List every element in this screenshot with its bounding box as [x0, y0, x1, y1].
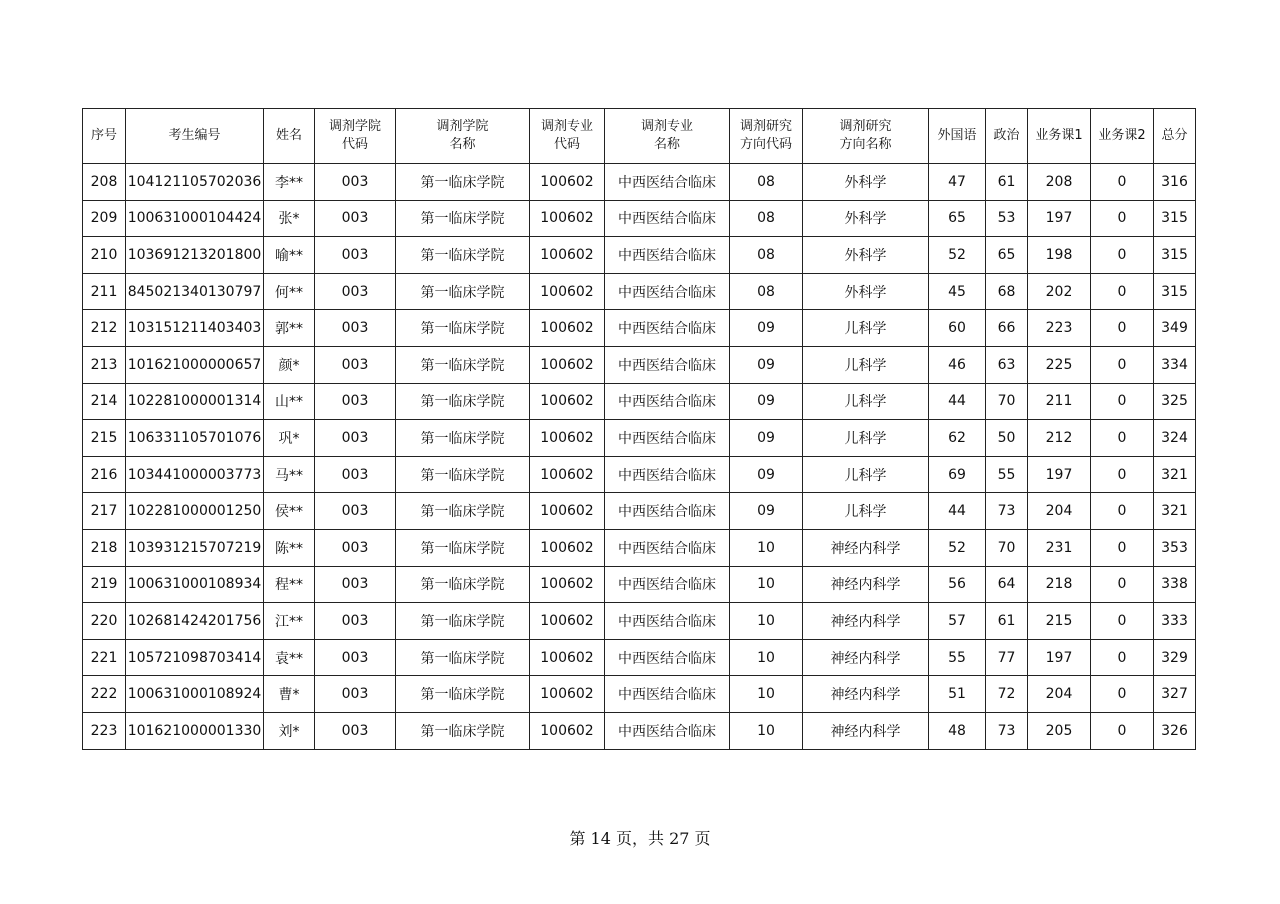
table-row	[83, 310, 1196, 347]
cell-seq: 220	[83, 603, 126, 640]
cell-seq: 211	[83, 273, 126, 310]
cell-course2: 0	[1091, 420, 1154, 457]
cell-major-name: 中西医结合临床	[605, 310, 730, 347]
cell-major-code: 100602	[530, 200, 605, 237]
header-col-politics	[986, 109, 1028, 164]
admissions-table	[82, 108, 1196, 750]
table-row	[83, 603, 1196, 640]
header-label: 方向名称	[839, 137, 892, 152]
table-row	[83, 676, 1196, 713]
cell-exam-id: 102281000001250	[126, 493, 264, 530]
cell-major-name: 中西医结合临床	[605, 237, 730, 274]
cell-direction-code: 10	[730, 639, 803, 676]
header-row	[83, 109, 1196, 164]
header-label: 方向代码	[739, 137, 792, 152]
cell-foreign-lang: 51	[929, 676, 986, 713]
cell-major-name: 中西医结合临床	[605, 529, 730, 566]
cell-politics: 61	[986, 164, 1028, 201]
cell-total: 315	[1154, 200, 1196, 237]
cell-course2: 0	[1091, 273, 1154, 310]
header-label: 政治	[993, 128, 1020, 143]
table-header	[83, 109, 1196, 164]
table-row	[83, 566, 1196, 603]
table-row	[83, 237, 1196, 274]
table-row	[83, 346, 1196, 383]
cell-direction-name: 神经内科学	[803, 639, 929, 676]
cell-direction-name: 儿科学	[803, 420, 929, 457]
table-row	[83, 420, 1196, 457]
header-col-course2	[1091, 109, 1154, 164]
cell-total: 315	[1154, 237, 1196, 274]
cell-major-name: 中西医结合临床	[605, 200, 730, 237]
cell-college-code: 003	[315, 493, 396, 530]
table-row	[83, 456, 1196, 493]
header-label: 姓名	[275, 128, 302, 143]
cell-politics: 61	[986, 603, 1028, 640]
table-row	[83, 273, 1196, 310]
cell-seq: 222	[83, 676, 126, 713]
cell-course2: 0	[1091, 566, 1154, 603]
cell-direction-code: 08	[730, 237, 803, 274]
cell-direction-code: 10	[730, 566, 803, 603]
header-label: 调剂研究	[739, 119, 792, 134]
header-label: 业务课1	[1035, 128, 1083, 143]
cell-direction-name: 神经内科学	[803, 603, 929, 640]
cell-direction-code: 09	[730, 493, 803, 530]
cell-college-name: 第一临床学院	[396, 456, 530, 493]
cell-total: 334	[1154, 346, 1196, 383]
header-label: 名称	[449, 137, 476, 152]
cell-seq: 223	[83, 712, 126, 749]
cell-college-code: 003	[315, 712, 396, 749]
cell-exam-id: 106331105701076	[126, 420, 264, 457]
cell-college-name: 第一临床学院	[396, 164, 530, 201]
header-col-exam-id	[126, 109, 264, 164]
cell-college-name: 第一临床学院	[396, 566, 530, 603]
header-label: 调剂学院	[328, 119, 381, 134]
cell-name: 江**	[264, 603, 315, 640]
cell-college-code: 003	[315, 603, 396, 640]
cell-college-code: 003	[315, 310, 396, 347]
header-col-name	[264, 109, 315, 164]
cell-seq: 216	[83, 456, 126, 493]
cell-foreign-lang: 57	[929, 603, 986, 640]
cell-college-code: 003	[315, 237, 396, 274]
cell-foreign-lang: 52	[929, 237, 986, 274]
cell-major-name: 中西医结合临床	[605, 164, 730, 201]
table-row	[83, 164, 1196, 201]
cell-foreign-lang: 55	[929, 639, 986, 676]
cell-major-code: 100602	[530, 529, 605, 566]
cell-name: 山**	[264, 383, 315, 420]
cell-course2: 0	[1091, 310, 1154, 347]
cell-exam-id: 100631000108934	[126, 566, 264, 603]
table-row	[83, 712, 1196, 749]
cell-direction-name: 儿科学	[803, 310, 929, 347]
cell-name: 喻**	[264, 237, 315, 274]
cell-major-name: 中西医结合临床	[605, 493, 730, 530]
cell-exam-id: 100631000108924	[126, 676, 264, 713]
cell-total: 316	[1154, 164, 1196, 201]
header-label: 调剂专业	[640, 119, 693, 134]
header-col-seq	[83, 109, 126, 164]
cell-direction-name: 外科学	[803, 237, 929, 274]
header-label: 序号	[90, 128, 117, 143]
cell-total: 321	[1154, 493, 1196, 530]
cell-major-code: 100602	[530, 712, 605, 749]
cell-direction-name: 儿科学	[803, 383, 929, 420]
header-label: 总分	[1161, 128, 1188, 143]
cell-seq: 210	[83, 237, 126, 274]
header-col-total	[1154, 109, 1196, 164]
header-col-direction-code	[730, 109, 803, 164]
cell-direction-code: 09	[730, 456, 803, 493]
cell-course2: 0	[1091, 164, 1154, 201]
cell-exam-id: 103441000003773	[126, 456, 264, 493]
cell-course2: 0	[1091, 639, 1154, 676]
cell-total: 325	[1154, 383, 1196, 420]
cell-major-code: 100602	[530, 676, 605, 713]
cell-course1: 205	[1028, 712, 1091, 749]
cell-direction-code: 09	[730, 310, 803, 347]
cell-college-code: 003	[315, 529, 396, 566]
cell-major-code: 100602	[530, 639, 605, 676]
cell-college-code: 003	[315, 200, 396, 237]
cell-direction-code: 08	[730, 164, 803, 201]
table-row	[83, 493, 1196, 530]
cell-total: 353	[1154, 529, 1196, 566]
cell-course1: 231	[1028, 529, 1091, 566]
cell-seq: 213	[83, 346, 126, 383]
cell-direction-code: 09	[730, 346, 803, 383]
header-label: 代码	[341, 137, 368, 152]
header-label: 调剂专业	[540, 119, 593, 134]
cell-major-name: 中西医结合临床	[605, 273, 730, 310]
cell-major-code: 100602	[530, 164, 605, 201]
cell-course1: 204	[1028, 676, 1091, 713]
cell-college-code: 003	[315, 273, 396, 310]
cell-direction-code: 09	[730, 420, 803, 457]
cell-total: 329	[1154, 639, 1196, 676]
cell-exam-id: 101621000000657	[126, 346, 264, 383]
cell-course2: 0	[1091, 493, 1154, 530]
cell-total: 326	[1154, 712, 1196, 749]
cell-foreign-lang: 60	[929, 310, 986, 347]
cell-politics: 72	[986, 676, 1028, 713]
header-col-major-code	[530, 109, 605, 164]
cell-direction-code: 10	[730, 603, 803, 640]
cell-politics: 50	[986, 420, 1028, 457]
cell-college-name: 第一临床学院	[396, 639, 530, 676]
cell-college-name: 第一临床学院	[396, 200, 530, 237]
header-col-course1	[1028, 109, 1091, 164]
cell-course2: 0	[1091, 603, 1154, 640]
page-number-footer: 第 14 页，共 27 页	[569, 829, 711, 848]
cell-major-code: 100602	[530, 383, 605, 420]
cell-direction-name: 外科学	[803, 273, 929, 310]
cell-course1: 198	[1028, 237, 1091, 274]
table-row	[83, 383, 1196, 420]
cell-exam-id: 100631000104424	[126, 200, 264, 237]
cell-name: 李**	[264, 164, 315, 201]
cell-major-code: 100602	[530, 566, 605, 603]
cell-college-name: 第一临床学院	[396, 237, 530, 274]
cell-total: 338	[1154, 566, 1196, 603]
cell-major-name: 中西医结合临床	[605, 639, 730, 676]
cell-total: 333	[1154, 603, 1196, 640]
cell-college-name: 第一临床学院	[396, 676, 530, 713]
cell-name: 曹*	[264, 676, 315, 713]
header-col-college-name	[396, 109, 530, 164]
cell-course1: 212	[1028, 420, 1091, 457]
cell-seq: 218	[83, 529, 126, 566]
header-label: 名称	[653, 137, 680, 152]
cell-seq: 208	[83, 164, 126, 201]
cell-college-code: 003	[315, 420, 396, 457]
cell-foreign-lang: 65	[929, 200, 986, 237]
cell-foreign-lang: 52	[929, 529, 986, 566]
cell-politics: 64	[986, 566, 1028, 603]
cell-seq: 209	[83, 200, 126, 237]
cell-course1: 215	[1028, 603, 1091, 640]
cell-direction-name: 神经内科学	[803, 712, 929, 749]
cell-seq: 215	[83, 420, 126, 457]
cell-name: 刘*	[264, 712, 315, 749]
cell-foreign-lang: 44	[929, 383, 986, 420]
cell-major-name: 中西医结合临床	[605, 603, 730, 640]
cell-course1: 211	[1028, 383, 1091, 420]
cell-exam-id: 105721098703414	[126, 639, 264, 676]
cell-exam-id: 101621000001330	[126, 712, 264, 749]
cell-direction-name: 外科学	[803, 200, 929, 237]
cell-total: 315	[1154, 273, 1196, 310]
cell-major-name: 中西医结合临床	[605, 676, 730, 713]
cell-course2: 0	[1091, 529, 1154, 566]
cell-name: 程**	[264, 566, 315, 603]
cell-course1: 197	[1028, 456, 1091, 493]
cell-politics: 73	[986, 493, 1028, 530]
cell-college-name: 第一临床学院	[396, 310, 530, 347]
cell-name: 袁**	[264, 639, 315, 676]
cell-seq: 214	[83, 383, 126, 420]
cell-name: 张*	[264, 200, 315, 237]
cell-foreign-lang: 44	[929, 493, 986, 530]
cell-politics: 70	[986, 383, 1028, 420]
cell-major-name: 中西医结合临床	[605, 456, 730, 493]
cell-direction-code: 10	[730, 529, 803, 566]
cell-college-name: 第一临床学院	[396, 493, 530, 530]
cell-direction-name: 神经内科学	[803, 566, 929, 603]
cell-course2: 0	[1091, 237, 1154, 274]
cell-politics: 73	[986, 712, 1028, 749]
cell-college-code: 003	[315, 383, 396, 420]
cell-course2: 0	[1091, 383, 1154, 420]
cell-foreign-lang: 47	[929, 164, 986, 201]
cell-name: 侯**	[264, 493, 315, 530]
cell-seq: 212	[83, 310, 126, 347]
cell-college-code: 003	[315, 639, 396, 676]
cell-foreign-lang: 62	[929, 420, 986, 457]
cell-total: 327	[1154, 676, 1196, 713]
cell-exam-id: 103691213201800	[126, 237, 264, 274]
cell-exam-id: 102281000001314	[126, 383, 264, 420]
cell-major-code: 100602	[530, 603, 605, 640]
cell-politics: 66	[986, 310, 1028, 347]
cell-course1: 204	[1028, 493, 1091, 530]
cell-direction-code: 09	[730, 383, 803, 420]
cell-major-name: 中西医结合临床	[605, 383, 730, 420]
cell-politics: 63	[986, 346, 1028, 383]
cell-total: 324	[1154, 420, 1196, 457]
cell-major-name: 中西医结合临床	[605, 420, 730, 457]
cell-seq: 219	[83, 566, 126, 603]
cell-college-code: 003	[315, 676, 396, 713]
cell-major-code: 100602	[530, 310, 605, 347]
header-label: 业务课2	[1098, 128, 1146, 143]
cell-major-name: 中西医结合临床	[605, 346, 730, 383]
cell-direction-code: 08	[730, 273, 803, 310]
cell-course2: 0	[1091, 346, 1154, 383]
cell-major-code: 100602	[530, 346, 605, 383]
cell-course1: 197	[1028, 639, 1091, 676]
cell-course2: 0	[1091, 456, 1154, 493]
cell-college-name: 第一临床学院	[396, 529, 530, 566]
cell-seq: 221	[83, 639, 126, 676]
cell-foreign-lang: 45	[929, 273, 986, 310]
cell-exam-id: 103931215707219	[126, 529, 264, 566]
header-label: 调剂研究	[839, 119, 892, 134]
cell-politics: 68	[986, 273, 1028, 310]
header-label: 外国语	[937, 128, 977, 143]
cell-direction-code: 10	[730, 712, 803, 749]
cell-course1: 223	[1028, 310, 1091, 347]
cell-name: 陈**	[264, 529, 315, 566]
table-body	[83, 164, 1196, 750]
cell-course1: 208	[1028, 164, 1091, 201]
cell-exam-id: 103151211403403	[126, 310, 264, 347]
cell-direction-code: 10	[730, 676, 803, 713]
cell-politics: 70	[986, 529, 1028, 566]
cell-exam-id: 104121105702036	[126, 164, 264, 201]
cell-name: 颜*	[264, 346, 315, 383]
cell-direction-name: 儿科学	[803, 346, 929, 383]
header-label: 调剂学院	[436, 119, 489, 134]
cell-direction-code: 08	[730, 200, 803, 237]
cell-total: 321	[1154, 456, 1196, 493]
cell-name: 郭**	[264, 310, 315, 347]
cell-college-code: 003	[315, 566, 396, 603]
cell-major-code: 100602	[530, 456, 605, 493]
cell-direction-name: 神经内科学	[803, 529, 929, 566]
cell-seq: 217	[83, 493, 126, 530]
cell-direction-name: 外科学	[803, 164, 929, 201]
cell-politics: 53	[986, 200, 1028, 237]
cell-direction-name: 儿科学	[803, 456, 929, 493]
cell-direction-name: 神经内科学	[803, 676, 929, 713]
cell-politics: 55	[986, 456, 1028, 493]
table-row	[83, 200, 1196, 237]
cell-course1: 197	[1028, 200, 1091, 237]
cell-politics: 65	[986, 237, 1028, 274]
cell-foreign-lang: 46	[929, 346, 986, 383]
cell-exam-id: 845021340130797	[126, 273, 264, 310]
cell-exam-id: 102681424201756	[126, 603, 264, 640]
cell-major-code: 100602	[530, 493, 605, 530]
header-label: 考生编号	[168, 128, 221, 143]
cell-course2: 0	[1091, 200, 1154, 237]
cell-name: 巩*	[264, 420, 315, 457]
cell-major-code: 100602	[530, 273, 605, 310]
cell-college-name: 第一临床学院	[396, 603, 530, 640]
cell-course2: 0	[1091, 676, 1154, 713]
cell-college-code: 003	[315, 346, 396, 383]
header-col-foreign-lang	[929, 109, 986, 164]
cell-course2: 0	[1091, 712, 1154, 749]
cell-foreign-lang: 56	[929, 566, 986, 603]
cell-foreign-lang: 69	[929, 456, 986, 493]
cell-major-code: 100602	[530, 420, 605, 457]
cell-course1: 225	[1028, 346, 1091, 383]
header-col-major-name	[605, 109, 730, 164]
cell-college-name: 第一临床学院	[396, 346, 530, 383]
cell-name: 何**	[264, 273, 315, 310]
cell-major-code: 100602	[530, 237, 605, 274]
cell-college-name: 第一临床学院	[396, 273, 530, 310]
cell-direction-name: 儿科学	[803, 493, 929, 530]
cell-college-name: 第一临床学院	[396, 383, 530, 420]
cell-major-name: 中西医结合临床	[605, 712, 730, 749]
cell-course1: 202	[1028, 273, 1091, 310]
header-label: 代码	[553, 137, 580, 152]
cell-course1: 218	[1028, 566, 1091, 603]
cell-college-code: 003	[315, 456, 396, 493]
header-col-direction-name	[803, 109, 929, 164]
cell-major-name: 中西医结合临床	[605, 566, 730, 603]
cell-foreign-lang: 48	[929, 712, 986, 749]
cell-college-name: 第一临床学院	[396, 712, 530, 749]
cell-politics: 77	[986, 639, 1028, 676]
cell-name: 马**	[264, 456, 315, 493]
cell-total: 349	[1154, 310, 1196, 347]
cell-college-code: 003	[315, 164, 396, 201]
header-col-college-code	[315, 109, 396, 164]
cell-college-name: 第一临床学院	[396, 420, 530, 457]
table-row	[83, 529, 1196, 566]
table-row	[83, 639, 1196, 676]
